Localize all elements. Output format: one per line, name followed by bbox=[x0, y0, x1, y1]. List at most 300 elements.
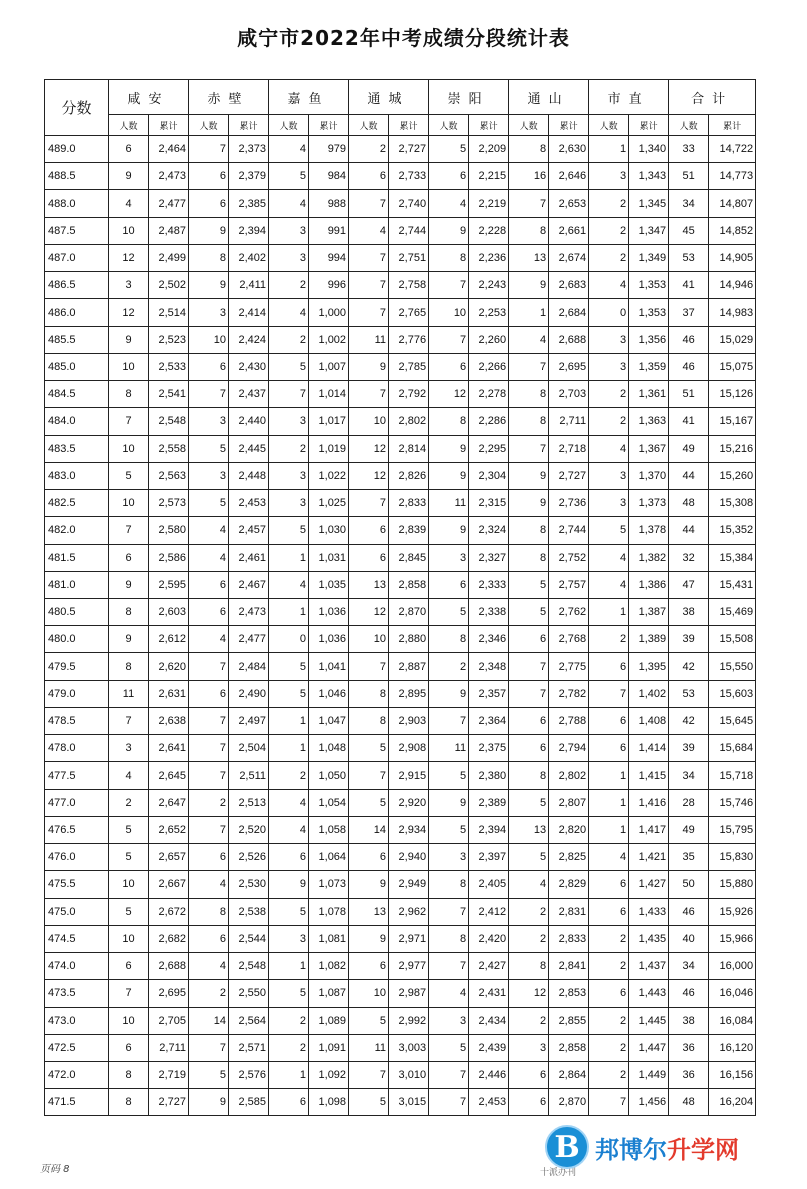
cumulative-cell: 2,744 bbox=[389, 217, 429, 244]
cumulative-cell: 2,733 bbox=[389, 163, 429, 190]
count-cell: 5 bbox=[349, 789, 389, 816]
count-cell: 12 bbox=[109, 299, 149, 326]
count-cell: 7 bbox=[189, 653, 229, 680]
cumulative-cell: 16,000 bbox=[709, 953, 756, 980]
count-cell: 5 bbox=[349, 735, 389, 762]
count-cell: 5 bbox=[189, 1061, 229, 1088]
count-cell: 4 bbox=[589, 272, 629, 299]
count-cell: 53 bbox=[669, 680, 709, 707]
score-cell: 474.0 bbox=[45, 953, 109, 980]
cumulative-cell: 2,833 bbox=[389, 490, 429, 517]
cumulative-cell: 2,785 bbox=[389, 353, 429, 380]
cumulative-cell: 2,538 bbox=[229, 898, 269, 925]
cumulative-cell: 2,674 bbox=[549, 244, 589, 271]
cumulative-cell: 1,415 bbox=[629, 762, 669, 789]
count-cell: 12 bbox=[349, 435, 389, 462]
region-header: 通城 bbox=[349, 80, 429, 115]
cumulative-subheader: 累计 bbox=[309, 115, 349, 136]
cumulative-cell: 2,595 bbox=[149, 571, 189, 598]
cumulative-cell: 2,845 bbox=[389, 544, 429, 571]
count-cell: 1 bbox=[589, 762, 629, 789]
cumulative-cell: 984 bbox=[309, 163, 349, 190]
cumulative-cell: 16,046 bbox=[709, 980, 756, 1007]
count-cell: 1 bbox=[269, 735, 309, 762]
score-cell: 476.0 bbox=[45, 844, 109, 871]
count-subheader: 人数 bbox=[109, 115, 149, 136]
cumulative-cell: 2,544 bbox=[229, 925, 269, 952]
count-cell: 46 bbox=[669, 326, 709, 353]
count-cell: 2 bbox=[589, 217, 629, 244]
count-cell: 2 bbox=[269, 762, 309, 789]
count-cell: 12 bbox=[509, 980, 549, 1007]
count-cell: 2 bbox=[269, 435, 309, 462]
count-cell: 8 bbox=[429, 871, 469, 898]
count-cell: 6 bbox=[109, 953, 149, 980]
count-cell: 6 bbox=[109, 136, 149, 163]
cumulative-cell: 1,445 bbox=[629, 1007, 669, 1034]
cumulative-cell: 2,520 bbox=[229, 816, 269, 843]
count-cell: 6 bbox=[429, 353, 469, 380]
cumulative-cell: 1,064 bbox=[309, 844, 349, 871]
count-cell: 3 bbox=[589, 326, 629, 353]
count-cell: 7 bbox=[109, 707, 149, 734]
count-cell: 8 bbox=[109, 653, 149, 680]
cumulative-cell: 2,744 bbox=[549, 517, 589, 544]
count-cell: 8 bbox=[509, 953, 549, 980]
cumulative-cell: 1,073 bbox=[309, 871, 349, 898]
count-cell: 12 bbox=[349, 598, 389, 625]
count-cell: 10 bbox=[349, 408, 389, 435]
score-cell: 479.5 bbox=[45, 653, 109, 680]
count-cell: 6 bbox=[189, 598, 229, 625]
count-cell: 9 bbox=[429, 789, 469, 816]
cumulative-cell: 2,346 bbox=[469, 626, 509, 653]
count-cell: 9 bbox=[109, 326, 149, 353]
count-cell: 2 bbox=[589, 1034, 629, 1061]
count-cell: 8 bbox=[189, 244, 229, 271]
count-cell: 13 bbox=[509, 244, 549, 271]
count-cell: 34 bbox=[669, 190, 709, 217]
count-cell: 5 bbox=[509, 598, 549, 625]
cumulative-cell: 15,795 bbox=[709, 816, 756, 843]
logo-text bbox=[595, 1130, 739, 1165]
count-cell: 6 bbox=[589, 707, 629, 734]
cumulative-cell: 15,684 bbox=[709, 735, 756, 762]
cumulative-cell: 1,048 bbox=[309, 735, 349, 762]
cumulative-cell: 2,638 bbox=[149, 707, 189, 734]
count-cell: 44 bbox=[669, 462, 709, 489]
cumulative-cell: 2,736 bbox=[549, 490, 589, 517]
count-cell: 2 bbox=[589, 953, 629, 980]
count-cell: 8 bbox=[509, 136, 549, 163]
cumulative-cell: 3,015 bbox=[389, 1089, 429, 1116]
cumulative-cell: 2,571 bbox=[229, 1034, 269, 1061]
cumulative-cell: 14,852 bbox=[709, 217, 756, 244]
cumulative-cell: 2,703 bbox=[549, 381, 589, 408]
count-cell: 7 bbox=[349, 653, 389, 680]
count-cell: 6 bbox=[189, 190, 229, 217]
count-cell: 9 bbox=[429, 435, 469, 462]
table-row bbox=[45, 163, 756, 190]
cumulative-cell: 2,541 bbox=[149, 381, 189, 408]
count-cell: 0 bbox=[589, 299, 629, 326]
score-cell: 487.5 bbox=[45, 217, 109, 244]
count-cell: 36 bbox=[669, 1061, 709, 1088]
count-cell: 6 bbox=[269, 1089, 309, 1116]
page-number: 页码 8 bbox=[40, 1164, 70, 1175]
count-cell: 2 bbox=[589, 626, 629, 653]
cumulative-cell: 2,667 bbox=[149, 871, 189, 898]
count-cell: 7 bbox=[189, 735, 229, 762]
cumulative-cell: 15,029 bbox=[709, 326, 756, 353]
cumulative-cell: 2,833 bbox=[549, 925, 589, 952]
cumulative-cell: 1,349 bbox=[629, 244, 669, 271]
table-row bbox=[45, 244, 756, 271]
table-row bbox=[45, 707, 756, 734]
count-cell: 7 bbox=[109, 980, 149, 1007]
count-cell: 10 bbox=[109, 490, 149, 517]
count-cell: 8 bbox=[109, 1061, 149, 1088]
cumulative-cell: 2,563 bbox=[149, 462, 189, 489]
table-row bbox=[45, 517, 756, 544]
count-cell: 8 bbox=[509, 762, 549, 789]
count-cell: 42 bbox=[669, 707, 709, 734]
score-cell: 483.5 bbox=[45, 435, 109, 462]
cumulative-cell: 2,920 bbox=[389, 789, 429, 816]
count-cell: 9 bbox=[109, 571, 149, 598]
score-cell: 472.0 bbox=[45, 1061, 109, 1088]
count-cell: 4 bbox=[269, 571, 309, 598]
count-cell: 1 bbox=[509, 299, 549, 326]
table-row bbox=[45, 272, 756, 299]
count-cell: 28 bbox=[669, 789, 709, 816]
count-cell: 7 bbox=[189, 1034, 229, 1061]
cumulative-cell: 2,445 bbox=[229, 435, 269, 462]
table-row bbox=[45, 871, 756, 898]
cumulative-cell: 2,477 bbox=[149, 190, 189, 217]
cumulative-cell: 2,949 bbox=[389, 871, 429, 898]
count-cell: 3 bbox=[109, 272, 149, 299]
count-cell: 7 bbox=[189, 381, 229, 408]
count-cell: 2 bbox=[269, 272, 309, 299]
count-cell: 4 bbox=[189, 626, 229, 653]
count-cell: 51 bbox=[669, 381, 709, 408]
count-cell: 11 bbox=[349, 1034, 389, 1061]
table-row bbox=[45, 136, 756, 163]
score-cell: 486.5 bbox=[45, 272, 109, 299]
count-cell: 7 bbox=[189, 762, 229, 789]
cumulative-cell: 2,807 bbox=[549, 789, 589, 816]
count-cell: 34 bbox=[669, 953, 709, 980]
score-column-header: 分数 bbox=[45, 80, 109, 136]
count-cell: 7 bbox=[429, 1089, 469, 1116]
cumulative-cell: 1,046 bbox=[309, 680, 349, 707]
cumulative-cell: 2,719 bbox=[149, 1061, 189, 1088]
cumulative-cell: 2,533 bbox=[149, 353, 189, 380]
cumulative-cell: 2,487 bbox=[149, 217, 189, 244]
count-cell: 3 bbox=[269, 490, 309, 517]
cumulative-cell: 2,788 bbox=[549, 707, 589, 734]
count-cell: 2 bbox=[189, 980, 229, 1007]
count-cell: 16 bbox=[509, 163, 549, 190]
cumulative-cell: 1,416 bbox=[629, 789, 669, 816]
table-row bbox=[45, 435, 756, 462]
cumulative-cell: 3,010 bbox=[389, 1061, 429, 1088]
score-distribution-table bbox=[44, 79, 756, 1116]
count-cell: 3 bbox=[269, 408, 309, 435]
count-cell: 8 bbox=[349, 680, 389, 707]
count-cell: 12 bbox=[349, 462, 389, 489]
count-cell: 10 bbox=[349, 980, 389, 1007]
count-cell: 6 bbox=[509, 735, 549, 762]
count-cell: 4 bbox=[189, 544, 229, 571]
count-cell: 9 bbox=[189, 272, 229, 299]
count-cell: 8 bbox=[429, 925, 469, 952]
cumulative-cell: 2,394 bbox=[469, 816, 509, 843]
count-cell: 1 bbox=[589, 136, 629, 163]
count-cell: 5 bbox=[189, 435, 229, 462]
cumulative-cell: 2,802 bbox=[389, 408, 429, 435]
count-cell: 10 bbox=[109, 353, 149, 380]
count-cell: 9 bbox=[509, 490, 549, 517]
table-row bbox=[45, 925, 756, 952]
cumulative-cell: 2,586 bbox=[149, 544, 189, 571]
region-header: 咸安 bbox=[109, 80, 189, 115]
cumulative-cell: 2,286 bbox=[469, 408, 509, 435]
count-cell: 3 bbox=[589, 490, 629, 517]
count-cell: 5 bbox=[109, 898, 149, 925]
region-header: 通山 bbox=[509, 80, 589, 115]
count-cell: 6 bbox=[509, 1061, 549, 1088]
cumulative-cell: 15,216 bbox=[709, 435, 756, 462]
cumulative-cell: 2,373 bbox=[229, 136, 269, 163]
count-cell: 44 bbox=[669, 517, 709, 544]
count-cell: 6 bbox=[109, 1034, 149, 1061]
cumulative-cell: 2,315 bbox=[469, 490, 509, 517]
cumulative-cell: 2,453 bbox=[469, 1089, 509, 1116]
table-row bbox=[45, 462, 756, 489]
count-cell: 3 bbox=[429, 1007, 469, 1034]
table-row bbox=[45, 762, 756, 789]
table-row bbox=[45, 408, 756, 435]
cumulative-cell: 2,484 bbox=[229, 653, 269, 680]
count-cell: 3 bbox=[429, 544, 469, 571]
score-cell: 485.5 bbox=[45, 326, 109, 353]
cumulative-cell: 15,746 bbox=[709, 789, 756, 816]
cumulative-cell: 15,966 bbox=[709, 925, 756, 952]
cumulative-cell: 2,558 bbox=[149, 435, 189, 462]
cumulative-cell: 2,682 bbox=[149, 925, 189, 952]
score-cell: 473.0 bbox=[45, 1007, 109, 1034]
cumulative-cell: 2,437 bbox=[229, 381, 269, 408]
cumulative-cell: 14,773 bbox=[709, 163, 756, 190]
count-cell: 8 bbox=[509, 217, 549, 244]
score-cell: 476.5 bbox=[45, 816, 109, 843]
cumulative-cell: 1,386 bbox=[629, 571, 669, 598]
cumulative-cell: 1,408 bbox=[629, 707, 669, 734]
count-cell: 3 bbox=[589, 353, 629, 380]
count-cell: 6 bbox=[189, 680, 229, 707]
count-cell: 2 bbox=[589, 381, 629, 408]
cumulative-cell: 1,378 bbox=[629, 517, 669, 544]
cumulative-cell: 1,025 bbox=[309, 490, 349, 517]
count-cell: 8 bbox=[509, 517, 549, 544]
cumulative-cell: 2,464 bbox=[149, 136, 189, 163]
count-cell: 4 bbox=[349, 217, 389, 244]
count-cell: 2 bbox=[589, 190, 629, 217]
cumulative-cell: 994 bbox=[309, 244, 349, 271]
count-cell: 1 bbox=[269, 598, 309, 625]
cumulative-cell: 2,379 bbox=[229, 163, 269, 190]
count-cell: 4 bbox=[589, 571, 629, 598]
score-cell: 485.0 bbox=[45, 353, 109, 380]
count-cell: 2 bbox=[589, 1007, 629, 1034]
count-cell: 3 bbox=[269, 244, 309, 271]
cumulative-cell: 2,576 bbox=[229, 1061, 269, 1088]
count-cell: 3 bbox=[429, 844, 469, 871]
count-subheader: 人数 bbox=[189, 115, 229, 136]
cumulative-cell: 2,411 bbox=[229, 272, 269, 299]
count-cell: 2 bbox=[349, 136, 389, 163]
cumulative-cell: 2,683 bbox=[549, 272, 589, 299]
score-cell: 489.0 bbox=[45, 136, 109, 163]
score-cell: 483.0 bbox=[45, 462, 109, 489]
count-cell: 11 bbox=[429, 735, 469, 762]
count-cell: 2 bbox=[589, 925, 629, 952]
cumulative-cell: 2,903 bbox=[389, 707, 429, 734]
cumulative-cell: 15,126 bbox=[709, 381, 756, 408]
cumulative-cell: 16,204 bbox=[709, 1089, 756, 1116]
cumulative-cell: 2,751 bbox=[389, 244, 429, 271]
count-cell: 7 bbox=[349, 244, 389, 271]
count-cell: 40 bbox=[669, 925, 709, 952]
table-row bbox=[45, 789, 756, 816]
count-cell: 49 bbox=[669, 816, 709, 843]
cumulative-cell: 2,864 bbox=[549, 1061, 589, 1088]
cumulative-cell: 2,775 bbox=[549, 653, 589, 680]
cumulative-cell: 14,807 bbox=[709, 190, 756, 217]
cumulative-cell: 15,469 bbox=[709, 598, 756, 625]
cumulative-cell: 2,430 bbox=[229, 353, 269, 380]
count-cell: 2 bbox=[589, 408, 629, 435]
table-row bbox=[45, 490, 756, 517]
cumulative-cell: 1,433 bbox=[629, 898, 669, 925]
count-cell: 8 bbox=[109, 381, 149, 408]
cumulative-cell: 2,550 bbox=[229, 980, 269, 1007]
score-cell: 472.5 bbox=[45, 1034, 109, 1061]
table-row bbox=[45, 898, 756, 925]
count-cell: 7 bbox=[349, 490, 389, 517]
count-cell: 9 bbox=[349, 871, 389, 898]
count-cell: 3 bbox=[109, 735, 149, 762]
cumulative-cell: 1,387 bbox=[629, 598, 669, 625]
cumulative-cell: 3,003 bbox=[389, 1034, 429, 1061]
count-cell: 9 bbox=[429, 462, 469, 489]
count-cell: 5 bbox=[269, 653, 309, 680]
count-cell: 7 bbox=[189, 136, 229, 163]
count-cell: 13 bbox=[349, 571, 389, 598]
count-cell: 10 bbox=[189, 326, 229, 353]
cumulative-cell: 2,688 bbox=[549, 326, 589, 353]
count-cell: 13 bbox=[509, 816, 549, 843]
table-row bbox=[45, 1061, 756, 1088]
table-row bbox=[45, 680, 756, 707]
count-cell: 6 bbox=[189, 925, 229, 952]
cumulative-cell: 14,983 bbox=[709, 299, 756, 326]
count-cell: 5 bbox=[429, 762, 469, 789]
count-cell: 5 bbox=[349, 1089, 389, 1116]
cumulative-cell: 15,431 bbox=[709, 571, 756, 598]
count-cell: 8 bbox=[109, 1089, 149, 1116]
count-cell: 8 bbox=[509, 544, 549, 571]
cumulative-cell: 1,343 bbox=[629, 163, 669, 190]
score-cell: 480.0 bbox=[45, 626, 109, 653]
cumulative-cell: 2,641 bbox=[149, 735, 189, 762]
count-cell: 5 bbox=[269, 163, 309, 190]
count-subheader: 人数 bbox=[509, 115, 549, 136]
count-cell: 9 bbox=[349, 353, 389, 380]
cumulative-cell: 15,718 bbox=[709, 762, 756, 789]
count-cell: 35 bbox=[669, 844, 709, 871]
count-subheader: 人数 bbox=[349, 115, 389, 136]
count-cell: 7 bbox=[349, 272, 389, 299]
cumulative-cell: 2,412 bbox=[469, 898, 509, 925]
cumulative-cell: 2,825 bbox=[549, 844, 589, 871]
cumulative-cell: 2,348 bbox=[469, 653, 509, 680]
count-cell: 7 bbox=[429, 326, 469, 353]
cumulative-cell: 1,087 bbox=[309, 980, 349, 1007]
table-row bbox=[45, 299, 756, 326]
count-cell: 14 bbox=[189, 1007, 229, 1034]
cumulative-cell: 2,467 bbox=[229, 571, 269, 598]
cumulative-cell: 2,908 bbox=[389, 735, 429, 762]
count-cell: 9 bbox=[509, 462, 549, 489]
count-cell: 50 bbox=[669, 871, 709, 898]
cumulative-cell: 1,036 bbox=[309, 626, 349, 653]
cumulative-cell: 16,156 bbox=[709, 1061, 756, 1088]
count-cell: 2 bbox=[269, 326, 309, 353]
cumulative-cell: 2,971 bbox=[389, 925, 429, 952]
cumulative-cell: 2,727 bbox=[549, 462, 589, 489]
cumulative-cell: 2,457 bbox=[229, 517, 269, 544]
count-cell: 7 bbox=[429, 707, 469, 734]
count-cell: 8 bbox=[109, 598, 149, 625]
count-cell: 10 bbox=[109, 1007, 149, 1034]
table-row bbox=[45, 217, 756, 244]
cumulative-cell: 2,705 bbox=[149, 1007, 189, 1034]
cumulative-cell: 1,389 bbox=[629, 626, 669, 653]
cumulative-cell: 2,448 bbox=[229, 462, 269, 489]
count-cell: 6 bbox=[589, 898, 629, 925]
count-cell: 2 bbox=[189, 789, 229, 816]
cumulative-cell: 2,497 bbox=[229, 707, 269, 734]
cumulative-subheader: 累计 bbox=[149, 115, 189, 136]
count-cell: 5 bbox=[429, 598, 469, 625]
count-cell: 6 bbox=[509, 707, 549, 734]
cumulative-cell: 2,992 bbox=[389, 1007, 429, 1034]
cumulative-subheader: 累计 bbox=[549, 115, 589, 136]
cumulative-cell: 2,338 bbox=[469, 598, 509, 625]
cumulative-cell: 1,092 bbox=[309, 1061, 349, 1088]
cumulative-cell: 1,000 bbox=[309, 299, 349, 326]
count-cell: 7 bbox=[349, 762, 389, 789]
table-row bbox=[45, 653, 756, 680]
cumulative-cell: 2,215 bbox=[469, 163, 509, 190]
table-header bbox=[45, 80, 756, 136]
cumulative-cell: 1,427 bbox=[629, 871, 669, 898]
logo-text-part1: 邦博尔 bbox=[595, 1135, 667, 1164]
cumulative-cell: 2,402 bbox=[229, 244, 269, 271]
